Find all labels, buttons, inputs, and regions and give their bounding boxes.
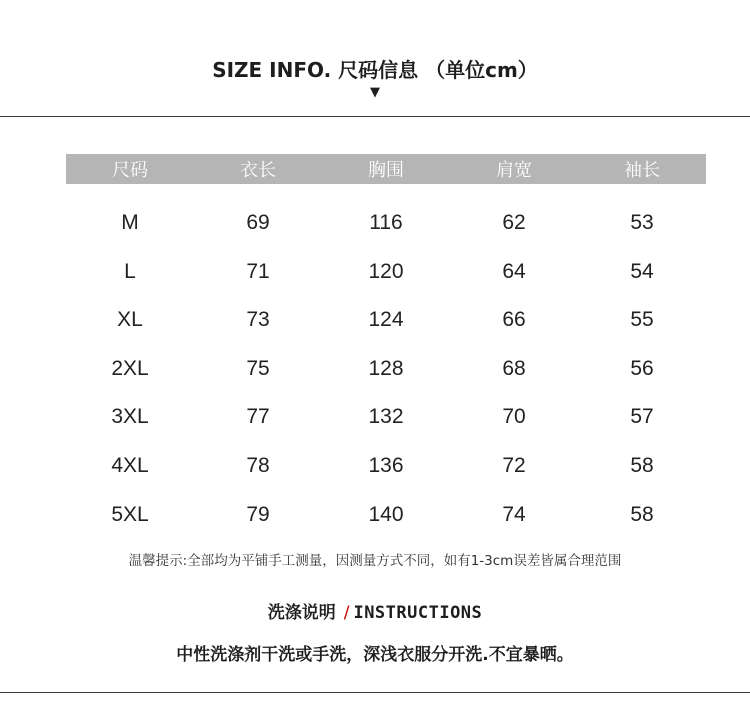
column-header-length: 衣长 (240, 160, 276, 181)
shoulder-cell: 68 (502, 356, 526, 380)
slash-separator: / (343, 603, 350, 623)
table-row (66, 356, 706, 405)
chest-cell: 124 (368, 308, 404, 332)
column-header-chest: 胸围 (368, 160, 404, 181)
wash-title-en: INSTRUCTIONS (353, 603, 483, 623)
size-cell: 4XL (111, 453, 149, 477)
sleeve-cell: 54 (630, 259, 654, 283)
shoulder-cell: 66 (502, 308, 526, 332)
shoulder-cell: 74 (502, 502, 526, 526)
table-row (66, 502, 706, 551)
length-cell: 69 (246, 211, 270, 234)
table-row (66, 453, 706, 502)
size-table (66, 154, 706, 550)
shoulder-cell: 70 (502, 405, 526, 429)
size-info-title: SIZE INFO. 尺码信息 （单位cm） (212, 58, 538, 82)
sleeve-cell: 55 (630, 308, 654, 332)
size-cell: M (121, 211, 139, 234)
size-cell: L (124, 259, 136, 283)
chest-cell: 132 (368, 405, 404, 429)
size-cell: XL (117, 308, 143, 332)
table-row (66, 259, 706, 308)
sleeve-cell: 57 (630, 405, 654, 429)
column-header-size: 尺码 (112, 160, 148, 181)
table-row (66, 404, 706, 453)
sleeve-cell: 56 (630, 356, 654, 380)
chest-cell: 120 (368, 259, 404, 283)
chest-cell: 136 (368, 453, 404, 477)
chest-cell: 140 (368, 502, 404, 526)
length-cell: 78 (246, 453, 270, 477)
column-header-shoulder: 肩宽 (496, 160, 532, 181)
bottom-divider (0, 692, 750, 693)
table-row (66, 210, 706, 259)
top-divider (0, 116, 750, 117)
shoulder-cell: 64 (502, 259, 526, 283)
sleeve-cell: 58 (630, 502, 654, 526)
column-header-sleeve: 袖长 (624, 160, 660, 181)
chest-cell: 116 (369, 211, 403, 234)
length-cell: 77 (246, 405, 270, 429)
length-cell: 79 (246, 502, 270, 526)
shoulder-cell: 72 (502, 453, 526, 477)
length-cell: 71 (246, 259, 270, 283)
size-cell: 5XL (111, 502, 149, 526)
size-cell: 3XL (111, 405, 149, 429)
shoulder-cell: 62 (502, 211, 526, 234)
chest-cell: 128 (368, 356, 404, 380)
size-cell: 2XL (111, 356, 149, 380)
sleeve-cell: 58 (630, 453, 654, 477)
size-table-header (66, 154, 706, 184)
measurement-note: 温馨提示:全部均为平铺手工测量，因测量方式不同，如有1-3cm误差皆属合理范围 (128, 553, 622, 569)
wash-title-cn: 洗涤说明 (267, 603, 336, 623)
wash-instructions-title (0, 598, 750, 623)
size-table-body (66, 210, 706, 550)
wash-instructions-text: 中性洗涤剂干洗或手洗，深浅衣服分开洗.不宜暴晒。 (176, 645, 574, 665)
length-cell: 75 (246, 356, 270, 380)
sleeve-cell: 53 (630, 211, 654, 234)
table-row (66, 307, 706, 356)
length-cell: 73 (246, 308, 270, 332)
down-arrow-icon: ▼ (370, 85, 380, 100)
